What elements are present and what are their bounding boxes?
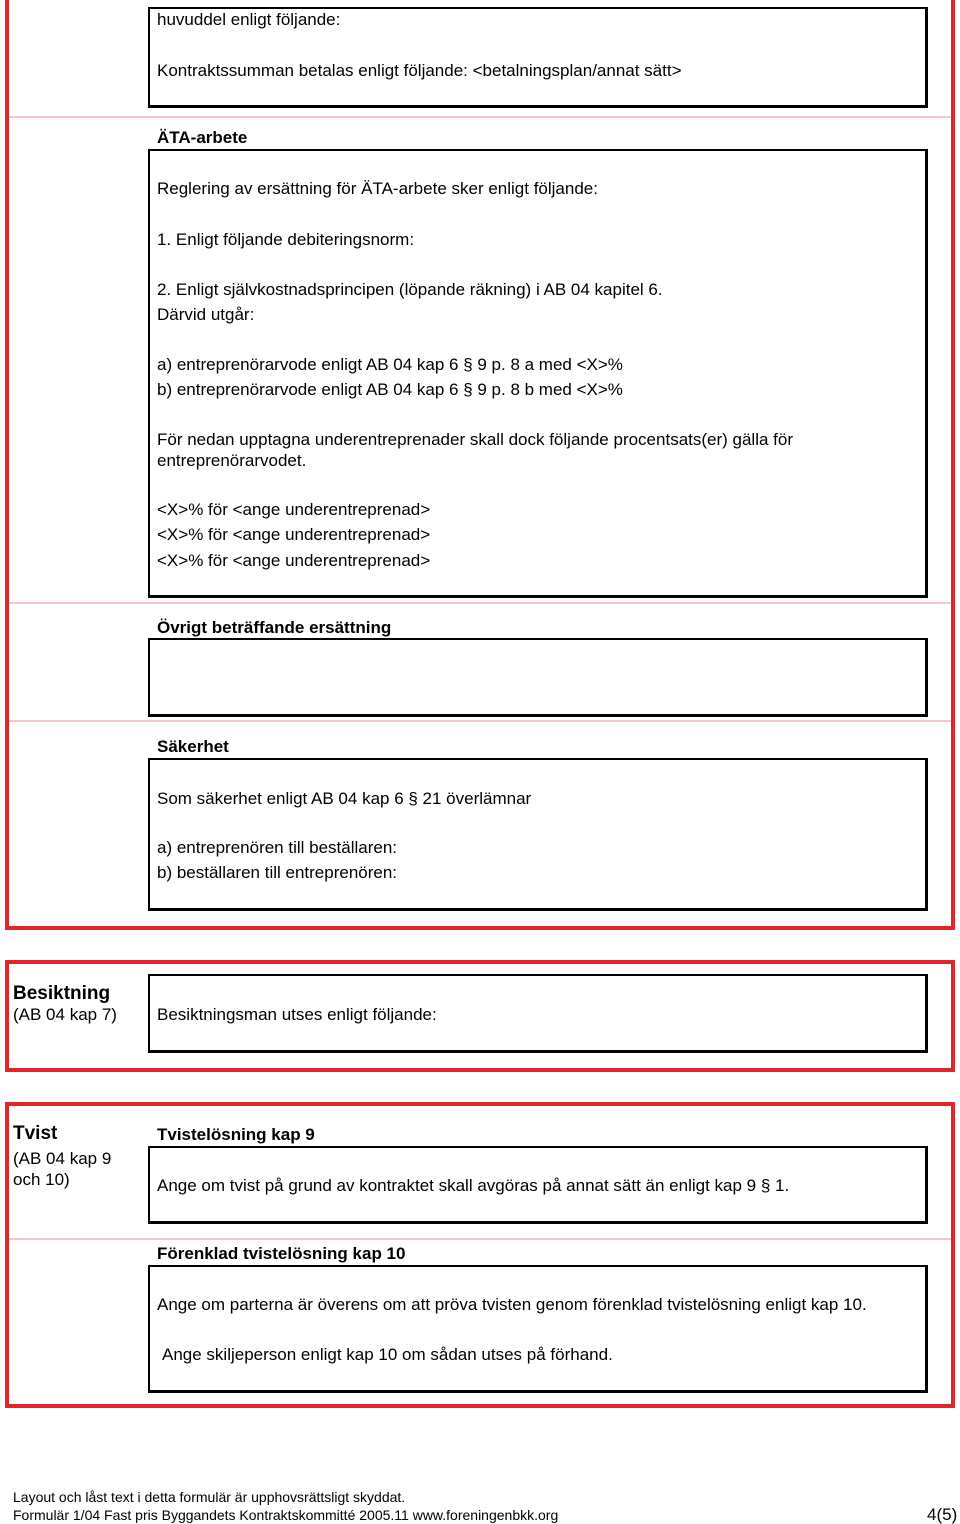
dispute-reference-line-1: (AB 04 kap 9: [13, 1149, 112, 1168]
ata-option-1: 1. Enligt följande debiteringsnorm:: [157, 230, 415, 249]
contract-sum-text: Kontraktssumman betalas enligt följande: <betalningsplan/annat sätt>: [157, 61, 682, 80]
footer-form-info: Formulär 1/04 Fast pris Byggandets Kontraktskommitté 2005.11 www.foreningenbkk.org: [13, 1507, 559, 1523]
subcontractor-row: <X>% för <ange underentreprenad>: [157, 551, 431, 570]
ata-subcontractors-line-2: entreprenörarvodet.: [157, 451, 307, 470]
ata-option-2: 2. Enligt självkostnadsprincipen (löpande räkning) i AB 04 kapitel 6.: [157, 280, 663, 299]
inspection-frame-top: [5, 960, 955, 964]
security-intro: Som säkerhet enligt AB 04 kap 6 § 21 överlämnar: [157, 789, 532, 808]
dispute-frame-top: [5, 1102, 955, 1106]
footer-page-number: 4(5): [927, 1505, 958, 1524]
divider-3: [9, 720, 951, 722]
security-box[interactable]: [148, 758, 928, 911]
dispute-frame-right: [951, 1102, 955, 1408]
footer-copyright: Layout och låst text i detta formulär är upphovsrättsligt skyddat.: [13, 1489, 406, 1505]
frame-right-top: [951, 0, 955, 930]
dispute-divider: [9, 1238, 951, 1240]
inspection-frame-left: [5, 960, 9, 1072]
other-compensation-heading: Övrigt beträffande ersättning: [157, 618, 392, 637]
inspection-title: Besiktning: [13, 983, 111, 1004]
inspection-text: Besiktningsman utses enligt följande:: [157, 1005, 437, 1024]
resolution-heading: Tvistelösning kap 9: [157, 1125, 315, 1144]
security-item-a: a) entreprenören till beställaren:: [157, 838, 398, 857]
simplified-heading: Förenklad tvistelösning kap 10: [157, 1244, 406, 1263]
ata-heading: ÄTA-arbete: [157, 128, 248, 147]
frame-left-top: [5, 0, 9, 930]
resolution-text: Ange om tvist på grund av kontraktet skall avgöras på annat sätt än enligt kap 9 § 1.: [157, 1176, 790, 1195]
ata-item-b: b) entreprenörarvode enligt AB 04 kap 6 § 9 p. 8 b med <X>%: [157, 380, 623, 399]
frame-bottom-top: [5, 926, 955, 930]
inspection-frame-right: [951, 960, 955, 1072]
divider-2: [9, 602, 951, 604]
divider-1: [9, 116, 951, 118]
simplified-box[interactable]: [148, 1265, 928, 1393]
subcontractor-row: <X>% för <ange underentreprenad>: [157, 525, 431, 544]
ata-item-a: a) entreprenörarvode enligt AB 04 kap 6 § 9 p. 8 a med <X>%: [157, 355, 623, 374]
dispute-frame-bottom: [5, 1404, 955, 1408]
arbitrator-text: Ange skiljeperson enligt kap 10 om sådan utses på förhand.: [162, 1345, 613, 1364]
dispute-title: Tvist: [13, 1123, 58, 1144]
subcontractor-row: <X>% för <ange underentreprenad>: [157, 500, 431, 519]
other-compensation-field[interactable]: [148, 638, 928, 717]
ata-therefore: Därvid utgår:: [157, 305, 255, 324]
security-heading: Säkerhet: [157, 737, 229, 756]
dispute-frame-left: [5, 1102, 9, 1408]
inspection-frame-bottom: [5, 1068, 955, 1072]
ata-subcontractors-line-1: För nedan upptagna underentreprenader skall dock följande procentsats(er) gälla för: [157, 430, 794, 449]
ata-regulation: Reglering av ersättning för ÄTA-arbete sker enligt följande:: [157, 179, 598, 198]
payment-intro: huvuddel enligt följande:: [157, 10, 341, 29]
simplified-text: Ange om parterna är överens om att pröva tvisten genom förenklad tvistelösning enligt kap 10.: [157, 1295, 867, 1314]
inspection-reference: (AB 04 kap 7): [13, 1005, 117, 1024]
dispute-reference-line-2: och 10): [13, 1170, 70, 1189]
security-item-b: b) beställaren till entreprenören:: [157, 863, 398, 882]
